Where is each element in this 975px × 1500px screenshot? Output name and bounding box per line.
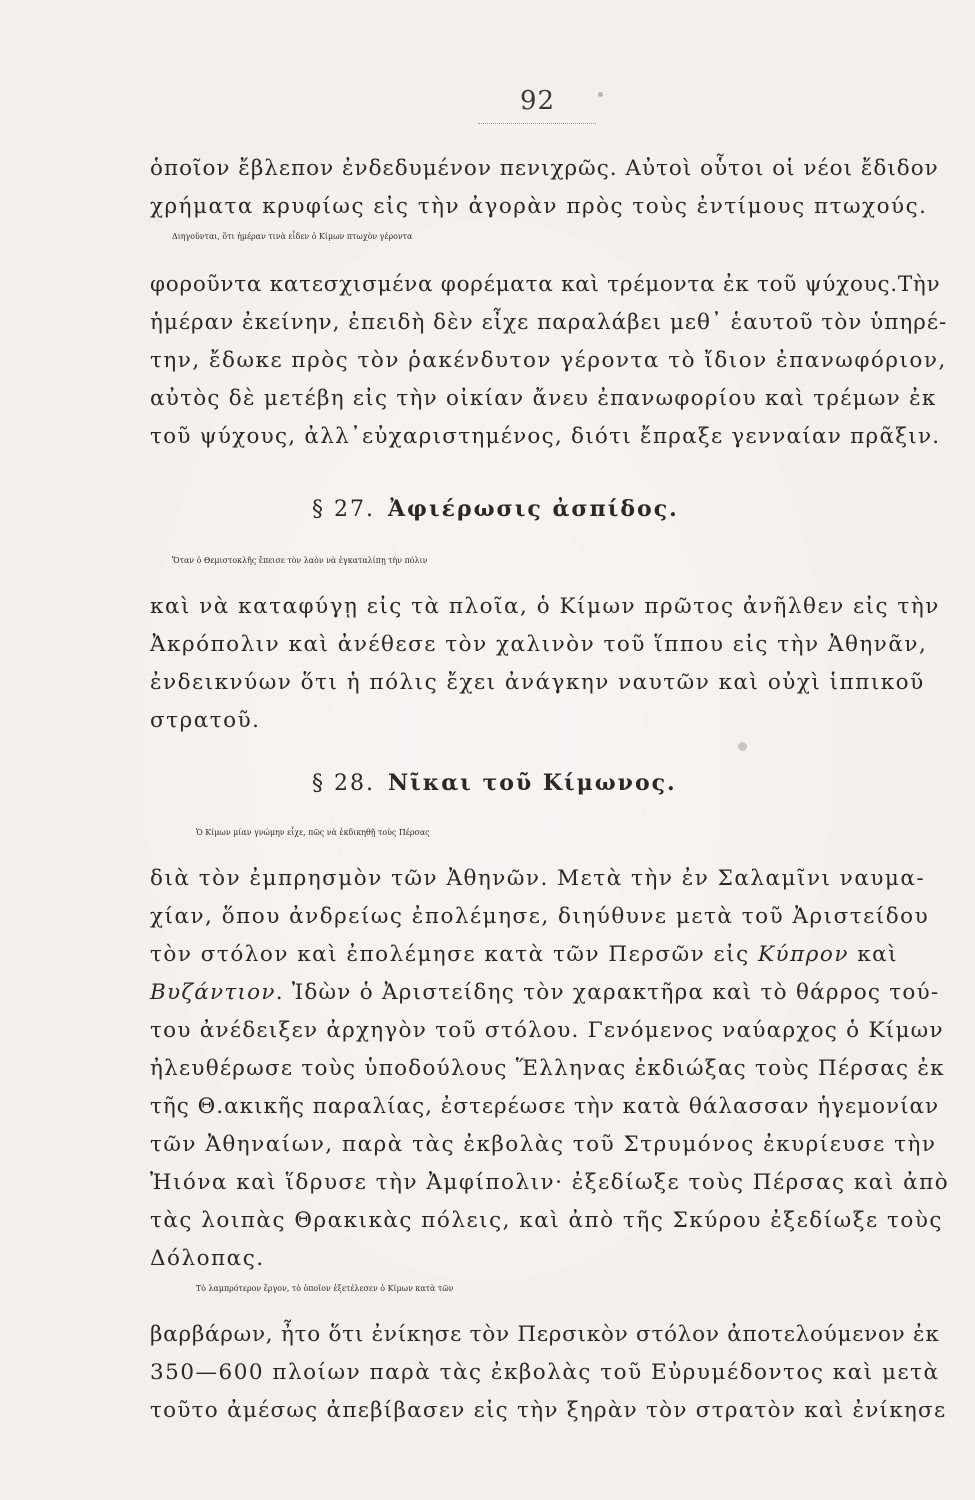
paper-speck <box>598 92 603 97</box>
text-line: Διηγοῦνται, ὅτι ἡμέραν τινὰ εἶδεν ὁ Κίμων πτωχὸν γέροντα <box>172 232 413 241</box>
text-line: ὁποῖον ἔβλεπον ἐνδεδυμένον πενιχρῶς. Αὐτοὶ οὗτοι οἱ νέοι ἔδιδον <box>150 156 939 181</box>
text-line: βαρβάρων, ἦτο ὅτι ἐνίκησε τὸν Περσικὸν στόλον ἀποτελούμενον ἐκ <box>150 1322 940 1347</box>
section-number: § 27. <box>312 497 375 522</box>
text-line: Ὅταν ὁ Θεμιστοκλῆς ἔπεισε τὸν λαὸν νὰ ἐγκαταλίπῃ τὴν πόλιν <box>172 556 428 565</box>
text-line: τῆς Θ.ακικῆς παραλίας, ἐστερέωσε τὴν κατὰ θάλασσαν ἡγεμονίαν <box>150 1094 940 1119</box>
text-line: 350—600 πλοίων παρὰ τὰς ἐκβολὰς τοῦ Εὐρυμέδοντος καὶ μετὰ <box>150 1360 940 1385</box>
text-segment: καὶ <box>848 942 899 967</box>
text-segment: τὸν στόλον καὶ ἐπολέμησε κατὰ τῶν Περσῶν εἰς <box>150 942 750 967</box>
text-line: χρήματα κρυφίως εἰς τὴν ἀγορὰν πρὸς τοὺς ἐντίμους πτωχούς. <box>150 194 928 219</box>
text-line <box>150 942 930 967</box>
text-line: καὶ νὰ καταφύγῃ εἰς τὰ πλοῖα, ὁ Κίμων πρῶτος ἀνῆλθεν εἰς τὴν <box>150 594 940 619</box>
text-line: στρατοῦ. <box>150 708 261 733</box>
text-line: ἐνδεικνύων ὅτι ἡ πόλις ἔχει ἀνάγκην ναυτῶν καὶ οὐχὶ ἱππικοῦ <box>150 670 925 695</box>
paper-speck <box>738 742 747 751</box>
text-line: του ἀνέδειξεν ἀρχηγὸν τοῦ στόλου. Γενόμενος ναύαρχος ὁ Κίμων <box>150 1018 944 1043</box>
section-heading-27 <box>312 496 679 522</box>
text-line <box>150 980 940 1005</box>
page-number-rule <box>478 123 596 124</box>
text-line: τοῦ ψύχους, ἀλλ᾽εὐχαριστημένος, διότι ἔπραξε γενναίαν πρᾶξιν. <box>150 424 941 449</box>
text-segment: . Ἰδὼν ὁ Ἀριστείδης τὸν χαρακτῆρα καὶ τὸ θάρρος τού- <box>275 980 940 1005</box>
text-line: χίαν, ὅπου ἀνδρείως ἐπολέμησε, διηύθυνε μετὰ τοῦ Ἀριστείδου <box>150 904 930 929</box>
text-line: Ὁ Κίμων μίαν γνώμην εἶχε, πῶς νὰ ἐκδικηθῇ τοὺς Πέρσας <box>196 828 430 837</box>
text-line: ἠλευθέρωσε τοὺς ὑποδούλους Ἕλληνας ἐκδιώξας τοὺς Πέρσας ἐκ <box>150 1056 945 1081</box>
text-line: την, ἔδωκε πρὸς τὸν ῥακένδυτον γέροντα τὸ ἴδιον ἐπανωφόριον, <box>150 348 947 373</box>
page-number: 92 <box>519 86 556 116</box>
text-line: διὰ τὸν ἐμπρησμὸν τῶν Ἀθηνῶν. Μετὰ τὴν ἐν Σαλαμῖνι ναυμα- <box>150 866 926 891</box>
text-line: Δόλοπας. <box>150 1246 265 1271</box>
place-name-italic: Κύπρον <box>757 942 849 967</box>
section-heading-28 <box>312 770 677 796</box>
text-line: Τὸ λαμπρότερον ἔργον, τὸ ὁποῖον ἐξετέλεσεν ὁ Κίμων κατὰ τῶν <box>196 1284 454 1293</box>
section-title: Ἀφιέρωσις ἀσπίδος. <box>387 496 679 522</box>
text-line: Ἠιόνα καὶ ἵδρυσε τὴν Ἀμφίπολιν· ἐξεδίωξε τοὺς Πέρσας καὶ ἀπὸ <box>150 1170 950 1195</box>
text-line: φοροῦντα κατεσχισμένα φορέματα καὶ τρέμοντα ἐκ τοῦ ψύχους.Τὴν <box>150 272 941 297</box>
section-title: Νῖκαι τοῦ Κίμωνος. <box>387 770 677 796</box>
section-number: § 28. <box>312 771 375 796</box>
text-line: αὐτὸς δὲ μετέβη εἰς τὴν οἰκίαν ἄνευ ἐπανωφορίου καὶ τρέμων ἐκ <box>150 386 937 411</box>
place-name-italic: Βυζάντιον <box>150 980 276 1005</box>
text-line: ἡμέραν ἐκείνην, ἐπειδὴ δὲν εἶχε παραλάβει μεθ᾽ ἑαυτοῦ τὸν ὑπηρέ- <box>150 310 948 335</box>
text-line: τοῦτο ἀμέσως ἀπεβίβασεν εἰς τὴν ξηρὰν τὸν στρατὸν καὶ ἐνίκησε <box>150 1398 947 1423</box>
text-line: τῶν Ἀθηναίων, παρὰ τὰς ἐκβολὰς τοῦ Στρυμόνος ἐκυρίευσε τὴν <box>150 1132 937 1157</box>
text-line: τὰς λοιπὰς Θρακικὰς πόλεις, καὶ ἀπὸ τῆς Σκύρου ἐξεδίωξε τοὺς <box>150 1208 943 1233</box>
text-line: Ἀκρόπολιν καὶ ἀνέθεσε τὸν χαλινὸν τοῦ ἵππου εἰς τὴν Ἀθηνᾶν, <box>150 632 928 657</box>
